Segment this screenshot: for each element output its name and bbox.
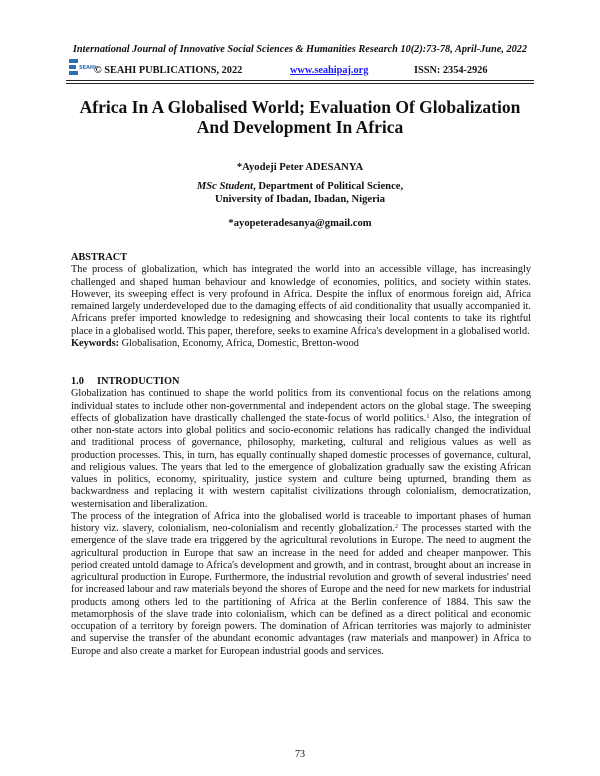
section-title: INTRODUCTION [97, 376, 180, 387]
department: , Department of Political Science, [253, 181, 404, 192]
title-line-2: And Development In Africa [196, 117, 404, 137]
website-link[interactable]: www.seahipaj.org [290, 65, 369, 76]
affiliation [60, 180, 540, 206]
footnote-ref-2[interactable]: 2 [394, 524, 398, 530]
intro-paragraph-2: The process of the integration of Africa into the globalised world is traceable to important phases of human history viz. slavery, colonialism, neo-colonialism and recently globalization.$^2$ The processes started with the emergence of the slave trade era triggered by the agricultural revolutions in Europe. The need to augment the agricultural production in Europe that saw an increase in the need for added and cheaper manpower. This period created untold damage to Africa's development and growth, and in contrast, brought about an increase in agricultural production in Europe. Furthermore, the industrial revolution and growth of several industries' need for increased labour and raw materials beyond the shores of Europe and the need for new markets for industrial products among others led to the partitioning of Africa at the Berlin conference of 1884. This saw the metamorphosis of the slave trade into colonialism, which can be defined as a direct political and economic occupation of a territory by foreign powers. The domination of African territories was majorly to administer and supervise the transfer of the abundant economic advantages (raw materials and manpower) in Africa to Europe and also create a market for European industrial goods and services. [71, 510, 532, 657]
logo-text: SEAHI [79, 65, 96, 71]
introduction-section [71, 376, 531, 658]
author-role: MSc Student [196, 181, 254, 192]
author-email[interactable]: *ayopeteradesanya@gmail.com [228, 218, 372, 229]
page-number: 73 [295, 749, 305, 760]
keywords-label: Keywords: [71, 337, 120, 349]
paper-title [60, 97, 540, 137]
abstract-section [71, 252, 531, 350]
title-line-1: Africa In A Globalised World; Evaluation Of Globalization [79, 97, 521, 117]
section-number: 1.0 [71, 376, 84, 387]
header-rule-bottom [66, 83, 534, 84]
abstract-heading: ABSTRACT [71, 252, 128, 263]
publisher: © SEAHI PUBLICATIONS, 2022 [94, 65, 243, 76]
keywords-list: Globalisation, Economy, Africa, Domestic, Bretton-wood [119, 337, 359, 349]
university: University of Ibadan, Ibadan, Nigeria [214, 194, 386, 205]
seahi-logo [68, 56, 96, 78]
author-name: *Ayodeji Peter ADESANYA [236, 162, 364, 173]
header-rule-top [66, 80, 534, 81]
footnote-ref-1[interactable]: 1 [426, 413, 430, 420]
intro-paragraph-1: Globalization has continued to shape the world politics from its conventional focus on the relations among individual states to include other non-governmental and independent actors on the global stage. The sweeping effects of globalization have drastically challenged the state-focus of world politics.$^1$ Also, the integration of other non-state actors into global politics and socio-economic relations has radically changed the individual and traditional process of governance, philosophy, marketing, cultural and religious values as well as production processes. This, in turn, has equally continually shaped domestic processes of governance, cultural, and religious values. The years that led to the emergence of globalization gradually saw the existing African values in politics, economy, spirituality, justice system and culture being upturned, branding them as backwardness and replacing it with western capitalist civilizations through colonialism, democratization, westernisation and liberalization. [71, 388, 531, 510]
issn: ISSN: 2354-2926 [414, 65, 488, 76]
introduction-heading [71, 376, 531, 388]
journal-citation: International Journal of Innovative Social Sciences & Humanities Research 10(2):73-78, April-June, 2022 [72, 44, 528, 55]
keywords [71, 338, 531, 350]
abstract-text: The process of globalization, which has integrated the world into an accessible village, has increasingly challenged and shaped human behaviour and knowledge of economies, politics, and society within states. However, its sweeping effect is very profound in Africa. Despite the influx of enormous foreign aid, Africa remained largely underdeveloped due to the damaging effects of aid conditionality that usually accompanied it. Africans prefer imported knowledge to redesigning and showcasing their local contents to take its rightful place in a globalised world. This paper, therefore, seeks to examine Africa's development in a globalised world. [71, 264, 531, 337]
